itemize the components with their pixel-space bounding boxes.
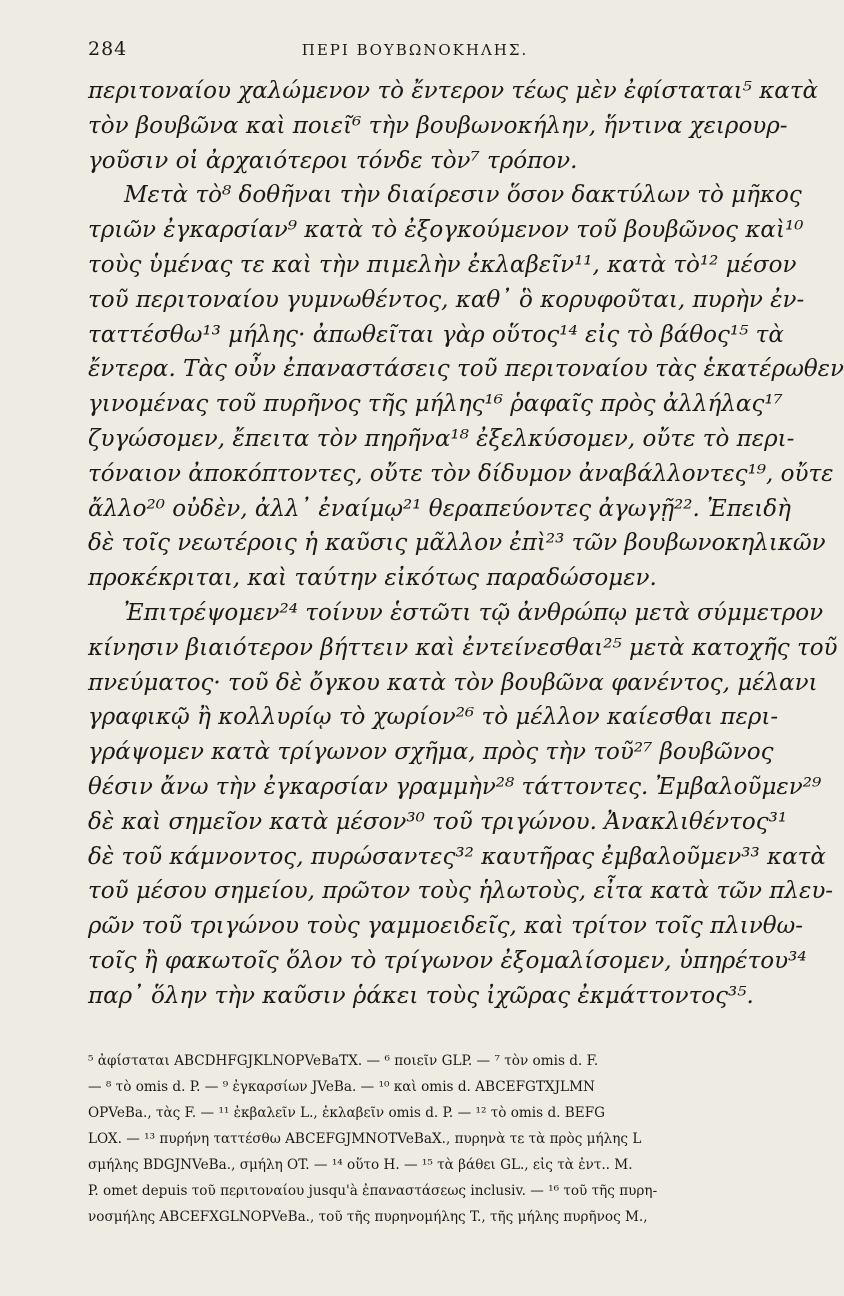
text-line: προκέκριται, καὶ ταύτην εἰκότως παραδώσομεν. xyxy=(88,565,657,592)
text-line: γοῦσιν οἱ ἀρχαιότεροι τόνδε τὸν⁷ τρόπον. xyxy=(88,147,578,174)
footnote-line: — ⁸ τὸ omis d. P. — ⁹ ἐγκαρσίων JVeBa. — ¹⁰ καὶ omis d. ABCEFGTXJLMN xyxy=(88,1079,595,1095)
running-head xyxy=(88,38,762,68)
text-line: δὲ τοῖς νεωτέροις ἡ καῦσις μᾶλλον ἐπὶ²³ τῶν βουβωνοκηλικῶν xyxy=(88,530,826,557)
footnote-line: σμήλης BDGJNVeBa., σμήλη OT. — ¹⁴ οὕτο H. — ¹⁵ τὰ βάθει GL., εἰς τὰ ἐντ.. M. xyxy=(88,1157,633,1173)
text-line: τοὺς ὑμένας τε καὶ τὴν πιμελὴν ἐκλαβεῖν¹¹, κατὰ τὸ¹² μέσον xyxy=(88,251,797,278)
text-line: τοῦ περιτοναίου γυμνωθέντος, καθ᾽ ὃ κορυφοῦται, πυρὴν ἐν- xyxy=(88,286,805,313)
footnotes xyxy=(88,1048,768,1230)
text-line: τοῦ μέσου σημείου, πρῶτον τοὺς ἡλωτοὺς, εἶτα κατὰ τῶν πλευ- xyxy=(88,878,834,905)
text-line: πνεύματος· τοῦ δὲ ὄγκου κατὰ τὸν βουβῶνα φανέντος, μέλανι xyxy=(88,669,818,696)
text-line: Μετὰ τὸ⁸ δοθῆναι τὴν διαίρεσιν ὅσον δακτύλων τὸ μῆκος xyxy=(124,182,802,209)
text-line: τόναιον ἀποκόπτοντες, οὔτε τὸν δίδυμον ἀναβάλλοντες¹⁹, οὔτε xyxy=(88,460,834,487)
text-line: ταττέσθω¹³ μήλης· ἀπωθεῖται γὰρ οὕτος¹⁴ εἰς τὸ βάθος¹⁵ τὰ xyxy=(88,321,784,348)
footnote-line: νοσμήλης ABCEFXGLNOPVeBa., τοῦ τῆς πυρηνομήλης T., τῆς μήλης πυρῆνος M., xyxy=(88,1209,648,1225)
text-line: δὲ τοῦ κάμνοντος, πυρώσαντες³² καυτῆρας ἐμβαλοῦμεν³³ κατὰ xyxy=(88,843,826,870)
footnote-line: OPVeBa., τὰς F. — ¹¹ ἐκβαλεῖν L., ἐκλαβεῖν omis d. P. — ¹² τὸ omis d. BEFG xyxy=(88,1105,606,1121)
footnote-line: P. omet depuis τοῦ περιτοναίου jusqu'à ἐπαναστάσεως inclusiv. — ¹⁶ τοῦ τῆς πυρη- xyxy=(88,1183,658,1199)
text-line: δὲ καὶ σημεῖον κατὰ μέσον³⁰ τοῦ τριγώνου. Ἀνακλιθέντος³¹ xyxy=(88,808,788,835)
text-line: τριῶν ἐγκαρσίαν⁹ κατὰ τὸ ἐξογκούμενον τοῦ βουβῶνος καὶ¹⁰ xyxy=(88,217,804,244)
text-line: τοῖς ἢ φακωτοῖς ὅλον τὸ τρίγωνον ἐξομαλίσομεν, ὑπηρέτου³⁴ xyxy=(88,947,807,974)
text-line: Ἐπιτρέψομεν²⁴ τοίνυν ἑστῶτι τῷ ἀνθρώπῳ μετὰ σύμμετρον xyxy=(124,599,824,626)
text-line: ζυγώσομεν, ἔπειτα τὸν πηρῆνα¹⁸ ἐξελκύσομεν, οὔτε τὸ περι- xyxy=(88,425,795,452)
footnote-line: LOX. — ¹³ πυρήνη ταττέσθω ABCEFGJMNOTVeBaX., πυρηνὰ τε τὰ πρὸς μήλης L xyxy=(88,1131,642,1147)
text-line: κίνησιν βιαιότερον βήττειν καὶ ἐντείνεσθαι²⁵ μετὰ κατοχῆς τοῦ xyxy=(88,634,838,661)
text-line: γράψομεν κατὰ τρίγωνον σχῆμα, πρὸς τὴν τοῦ²⁷ βουβῶνος xyxy=(88,739,774,766)
running-title: ΠΕΡΙ ΒΟΥΒΩΝΟΚΗΛΗΣ. xyxy=(301,41,529,59)
text-line: παρ᾽ ὅλην τὴν καῦσιν ῥάκει τοὺς ἰχῶρας ἐκμάττοντος³⁵. xyxy=(88,982,754,1009)
text-line: γραφικῷ ἢ κολλυρίῳ τὸ χωρίον²⁶ τὸ μέλλον καίεσθαι περι- xyxy=(88,704,779,731)
text-line: τὸν βουβῶνα καὶ ποιεῖ⁶ τὴν βουβωνοκήλην, ἥντινα χειρουρ- xyxy=(88,112,788,139)
page-number: 284 xyxy=(88,38,128,60)
text-line: γινομένας τοῦ πυρῆνος τῆς μήλης¹⁶ ῥαφαῖς πρὸς ἀλλήλας¹⁷ xyxy=(88,391,783,418)
footnote-line: ⁵ ἀφίσταται ABCDHFGJKLNOPVeBaTX. — ⁶ ποιεῖν GLP. — ⁷ τὸν omis d. F. xyxy=(88,1053,599,1069)
text-line: ἔντερα. Τὰς οὖν ἐπαναστάσεις τοῦ περιτοναίου τὰς ἑκατέρωθεν xyxy=(88,356,844,383)
body-text xyxy=(88,74,844,1014)
text-line: ρῶν τοῦ τριγώνου τοὺς γαμμοειδεῖς, καὶ τρίτον τοῖς πλινθω- xyxy=(88,913,804,940)
text-line: περιτοναίου χαλώμενον τὸ ἔντερον τέως μὲν ἐφίσταται⁵ κατὰ xyxy=(88,78,819,104)
text-line: ἄλλο²⁰ οὐδὲν, ἀλλ᾽ ἐναίμῳ²¹ θεραπεύοντες ἀγωγῇ²². Ἐπειδὴ xyxy=(88,495,791,522)
text-line: θέσιν ἄνω τὴν ἐγκαρσίαν γραμμὴν²⁸ τάττοντες. Ἐμβαλοῦμεν²⁹ xyxy=(88,773,822,800)
